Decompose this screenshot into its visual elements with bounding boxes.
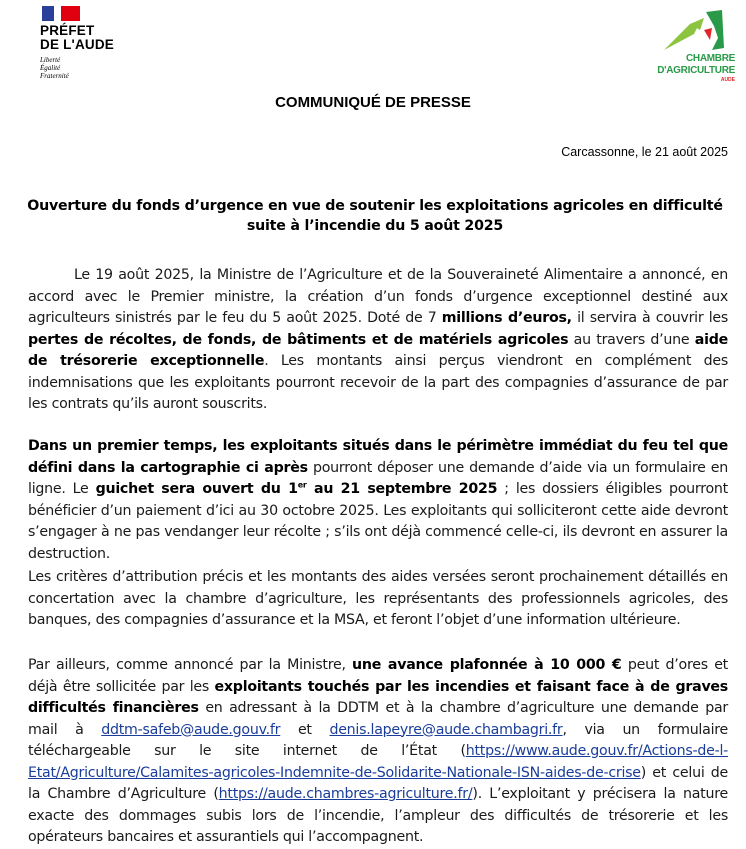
document-type-heading: COMMUNIQUÉ DE PRESSE <box>275 94 471 111</box>
text: en adressant à la DDTM et à la chambre d’agriculture une demande par mail à <box>28 700 728 738</box>
text: Par ailleurs, comme annoncé par la Ministre, <box>28 657 353 673</box>
text: ). L’exploitant y précisera la nature exacte des dommages subis lors de l’incendie, l’ampleur des difficultés de trésorerie et les opérateurs bancaires et assurantiels qui l’accompagnent. <box>28 786 728 845</box>
prefet-name-line1: PRÉFET <box>40 23 95 38</box>
paragraph-first-phase <box>28 436 728 565</box>
text: Le 19 août 2025, la Ministre de l’Agriculture et de la Souveraineté Alimentaire a annoncé, en accord avec le Premier ministre, la création d’un fonds d’urgence exceptionnel destiné aux agriculteurs sinistrés par le feu du 5 août 2025. Doté de 7 <box>28 267 728 326</box>
title-line2: suite à l’incendie du 5 août 2025 <box>246 218 504 234</box>
text: au 21 septembre 2025 <box>306 481 498 497</box>
place-date: Carcassonne, le 21 août 2025 <box>561 145 728 159</box>
text: il servira à couvrir les <box>571 310 729 326</box>
prefet-name-line2: DE L'AUDE <box>40 37 115 52</box>
chambre-line2: D'AGRICULTURE <box>657 65 735 76</box>
paragraph-announcement <box>28 265 728 416</box>
text: au travers d’une <box>568 331 695 348</box>
text: et <box>280 721 330 738</box>
bold-amount: millions d’euros, <box>441 310 572 326</box>
title-line1: Ouverture du fonds d’urgence en vue de soutenir les exploitations agricoles en difficulté <box>27 198 723 214</box>
text: ; les dossiers éligibles pourront bénéficier d’un paiement d’ici au 30 octobre 2025. Les exploitants qui solliciteront cette aide devront s’engager à ne pas vendanger leur récolte ; s’ils ont déjà commencé celle-ci, ils devront en assurer la destruction. <box>28 481 728 562</box>
text: ) et celui de la Chambre d’Agriculture ( <box>28 764 728 802</box>
press-release-title <box>20 196 730 236</box>
text: , via un formulaire téléchargeable sur le site internet de l’État ( <box>28 721 729 759</box>
paragraph-advance <box>28 655 728 849</box>
bold-window-dates <box>96 481 498 497</box>
bold-coverage: pertes de récoltes, de fonds, de bâtiments et de matériels agricoles <box>28 331 569 348</box>
motto-fraternite: Fraternité <box>40 72 69 80</box>
text: Les critères d’attribution précis et les montants des aides versées seront prochainement détaillés en concertation avec la chambre d’agriculture, les représentants des professionnels agricoles, des banques, des compagnies d’assurance et la MSA, et feront l’objet d’une information ultérieure. <box>28 569 728 628</box>
bold-aid-type: aide de trésorerie exceptionnelle <box>28 331 728 369</box>
motto-egalite: Égalité <box>40 64 61 72</box>
prefet-logo <box>40 6 150 80</box>
email-link-ddtm[interactable]: ddtm-safeb@aude.gouv.fr <box>101 721 281 738</box>
email-link-chambre[interactable]: denis.lapeyre@aude.chambagri.fr <box>329 721 563 738</box>
chambre-agriculture-emblem-icon <box>660 8 730 52</box>
chambre-line3: AUDE <box>720 77 735 83</box>
chambre-agriculture-logo <box>650 8 740 83</box>
french-flag-icon <box>42 6 80 21</box>
text: pourront déposer une demande d’aide via un formulaire en ligne. Le <box>28 459 728 497</box>
bold-target-farmers: exploitants touchés par les incendies et faisant face à de graves difficultés financières <box>28 678 729 716</box>
text: . Les montants ainsi perçus viendront en complément des indemnisations que les exploitants pourront recevoir de la part des compagnies d’assurance de par les contrats qu’ils auront souscrits. <box>28 353 728 412</box>
republic-motto <box>40 56 150 80</box>
paragraph-criteria <box>28 567 728 632</box>
bold-eligibility: Dans un premier temps, les exploitants situés dans le périmètre immédiat du feu tel que défini dans la cartographie ci après <box>28 438 728 476</box>
superscript: er <box>297 480 307 490</box>
text: peut d’ores et déjà être sollicitée par les <box>28 657 728 695</box>
motto-liberte: Liberté <box>40 56 61 64</box>
bold-advance-amount: une avance plafonnée à 10 000 € <box>352 657 622 673</box>
url-link-chambre[interactable]: https://aude.chambres-agriculture.fr/ <box>218 786 473 802</box>
url-link-etat[interactable]: https://www.aude.gouv.fr/Actions-de-l-Etat/Agriculture/Calamites-agricoles-Indemnite-de-Solidarite-Nationale-ISN-aides-de-crise <box>28 743 728 781</box>
chambre-line1: CHAMBRE <box>685 53 735 64</box>
text: guichet sera ouvert du 1 <box>95 481 298 497</box>
